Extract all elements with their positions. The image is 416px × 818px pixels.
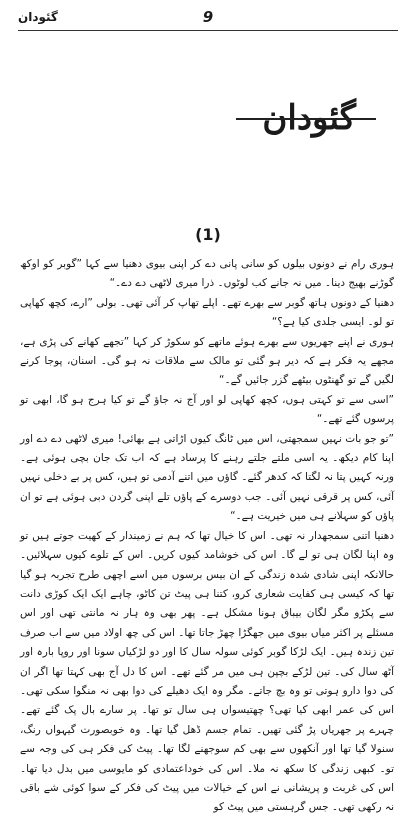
header-rule <box>18 30 398 31</box>
header-title: گئودان <box>18 10 58 24</box>
paragraph: ہوری رام نے دونوں بیلوں کو سانی پانی دے کر اپنی بیوی دھنیا سے کہا ”گوبر کو اوکھ گوڑنے بھیج دینا۔ میں نہ جانے کب لوٹوں۔ ذرا میری لاٹھی دے دے۔“ <box>20 258 394 290</box>
paragraph: دھنیا کے دونوں ہاتھ گوبر سے بھرے تھے۔ اپلے تھاپ کر آئی تھی۔ بولی ”ارے، کچھ کھاپی تو لو۔ ایسی جلدی کیا ہے؟“ <box>20 296 394 329</box>
paragraph: ہوری نے اپنے جھریوں سے بھرے ہوئے ماتھے کو سکوڑ کر کہا ”تجھے کھانے کی پڑی ہے، مجھے یہ فکر ہے کہ دیر ہو گئی تو مالک سے ملاقات نہ ہو گی۔ اسنان، پوجا کرنے لگیں گے تو گھنٹوں بیٹھے گزر جائیں گے۔“ <box>20 335 394 387</box>
body-text <box>20 255 394 818</box>
paragraph: ”تو جو بات نہیں سمجھتی، اس میں ٹانگ کیوں اڑاتی ہے بھائی! میری لاٹھی دے دے اور اپنا کام دیکھ۔ یہ اسی ملتے جلتے رہنے کا پرساد ہے کہ اب تک جان بچی ہوئی ہے۔ ورنہ کہیں پتا نہ لگتا کہ کدھر گئے۔ گاؤں میں اتنے آدمی تو ہیں، کس پر بے دخلی نہیں آئی، کس پر قرقی نہیں آئی۔ جب دوسرے کے پاؤں تلے اپنی گردن دبی ہوئی ہے تو ان پاؤں کو سہلانے ہی میں خیریت ہے۔“ <box>20 432 394 523</box>
chapter-number: (1) <box>195 225 221 244</box>
title-underline <box>236 118 376 120</box>
paragraph: دھنیا اتنی سمجھدار نہ تھی۔ اس کا خیال تھا کہ ہم نے زمیندار کے کھیت جوتے ہیں تو وہ اپنا لگان ہی تو لے گا۔ اس کی خوشامد کیوں کریں۔ اس کے تلوے کیوں سہلائیں۔ حالانکہ اپنی شادی شدہ زندگی کے ان بیس برسوں میں اسے اچھی طرح تجربہ ہو گیا تھا کہ کیسی ہی کفایت شعاری کرو، کتنا ہی پیٹ تن کاٹو، چاہے ایک ایک کوڑی دانت سے پکڑو مگر لگان بیباق ہونا مشکل ہے۔ پھر بھی وہ ہار نہ مانتی تھی اور اس مسئلے پر اکثر میاں بیوی میں جھگڑا چھڑ جاتا تھا۔ اس کی چھ اولاد میں سے اب صرف تین زندہ ہیں۔ ایک لڑکا گوبر کوئی سولہ سال کا اور دو لڑکیاں سونا اور روپا بارہ اور آٹھ سال کی۔ تین لڑکے بچپن ہی میں مر گئے تھے۔ اس کا دل آج بھی کہتا تھا اگر ان کی دوا دارو ہوتی تو وہ بچ جاتے۔ مگر وہ ایک دھیلے کی دوا بھی نہ منگوا سکی تھی۔ اس کی عمر ابھی کیا تھی؟ چھتیسواں ہی سال تو تھا۔ پر سارے بال پک گئے تھے۔ چہرے پر جھریاں پڑ گئی تھیں۔ تمام جسم ڈھل گیا تھا۔ وہ خوبصورت گیہواں رنگ، سنولا گیا تھا اور آنکھوں سے بھی کم سوجھنے لگا تھا۔ پیٹ کی فکر ہی کی وجہ سے تو۔ کبھی زندگی کا سکھ نہ ملا۔ اس کی خوداعتمادی کو مایوسی میں بدل دیا تھا۔ اس کی غربت و پریشانی نے اس کے خیالات میں پیٹ کی فکر کے سوا کوئی شے باقی نہ رکھی تھی۔ جس گرہستی میں پیٹ کو <box>20 529 394 814</box>
paragraph: ”اسی سے تو کہتی ہوں، کچھ کھاپی لو اور آج نہ جاؤ گے تو کیا ہرج ہو گا، ابھی تو پرسوں گئے تھے۔“ <box>20 393 394 426</box>
chapter-title: گئودان <box>262 98 356 138</box>
running-header <box>18 8 398 30</box>
page-number: 9 <box>202 8 214 26</box>
